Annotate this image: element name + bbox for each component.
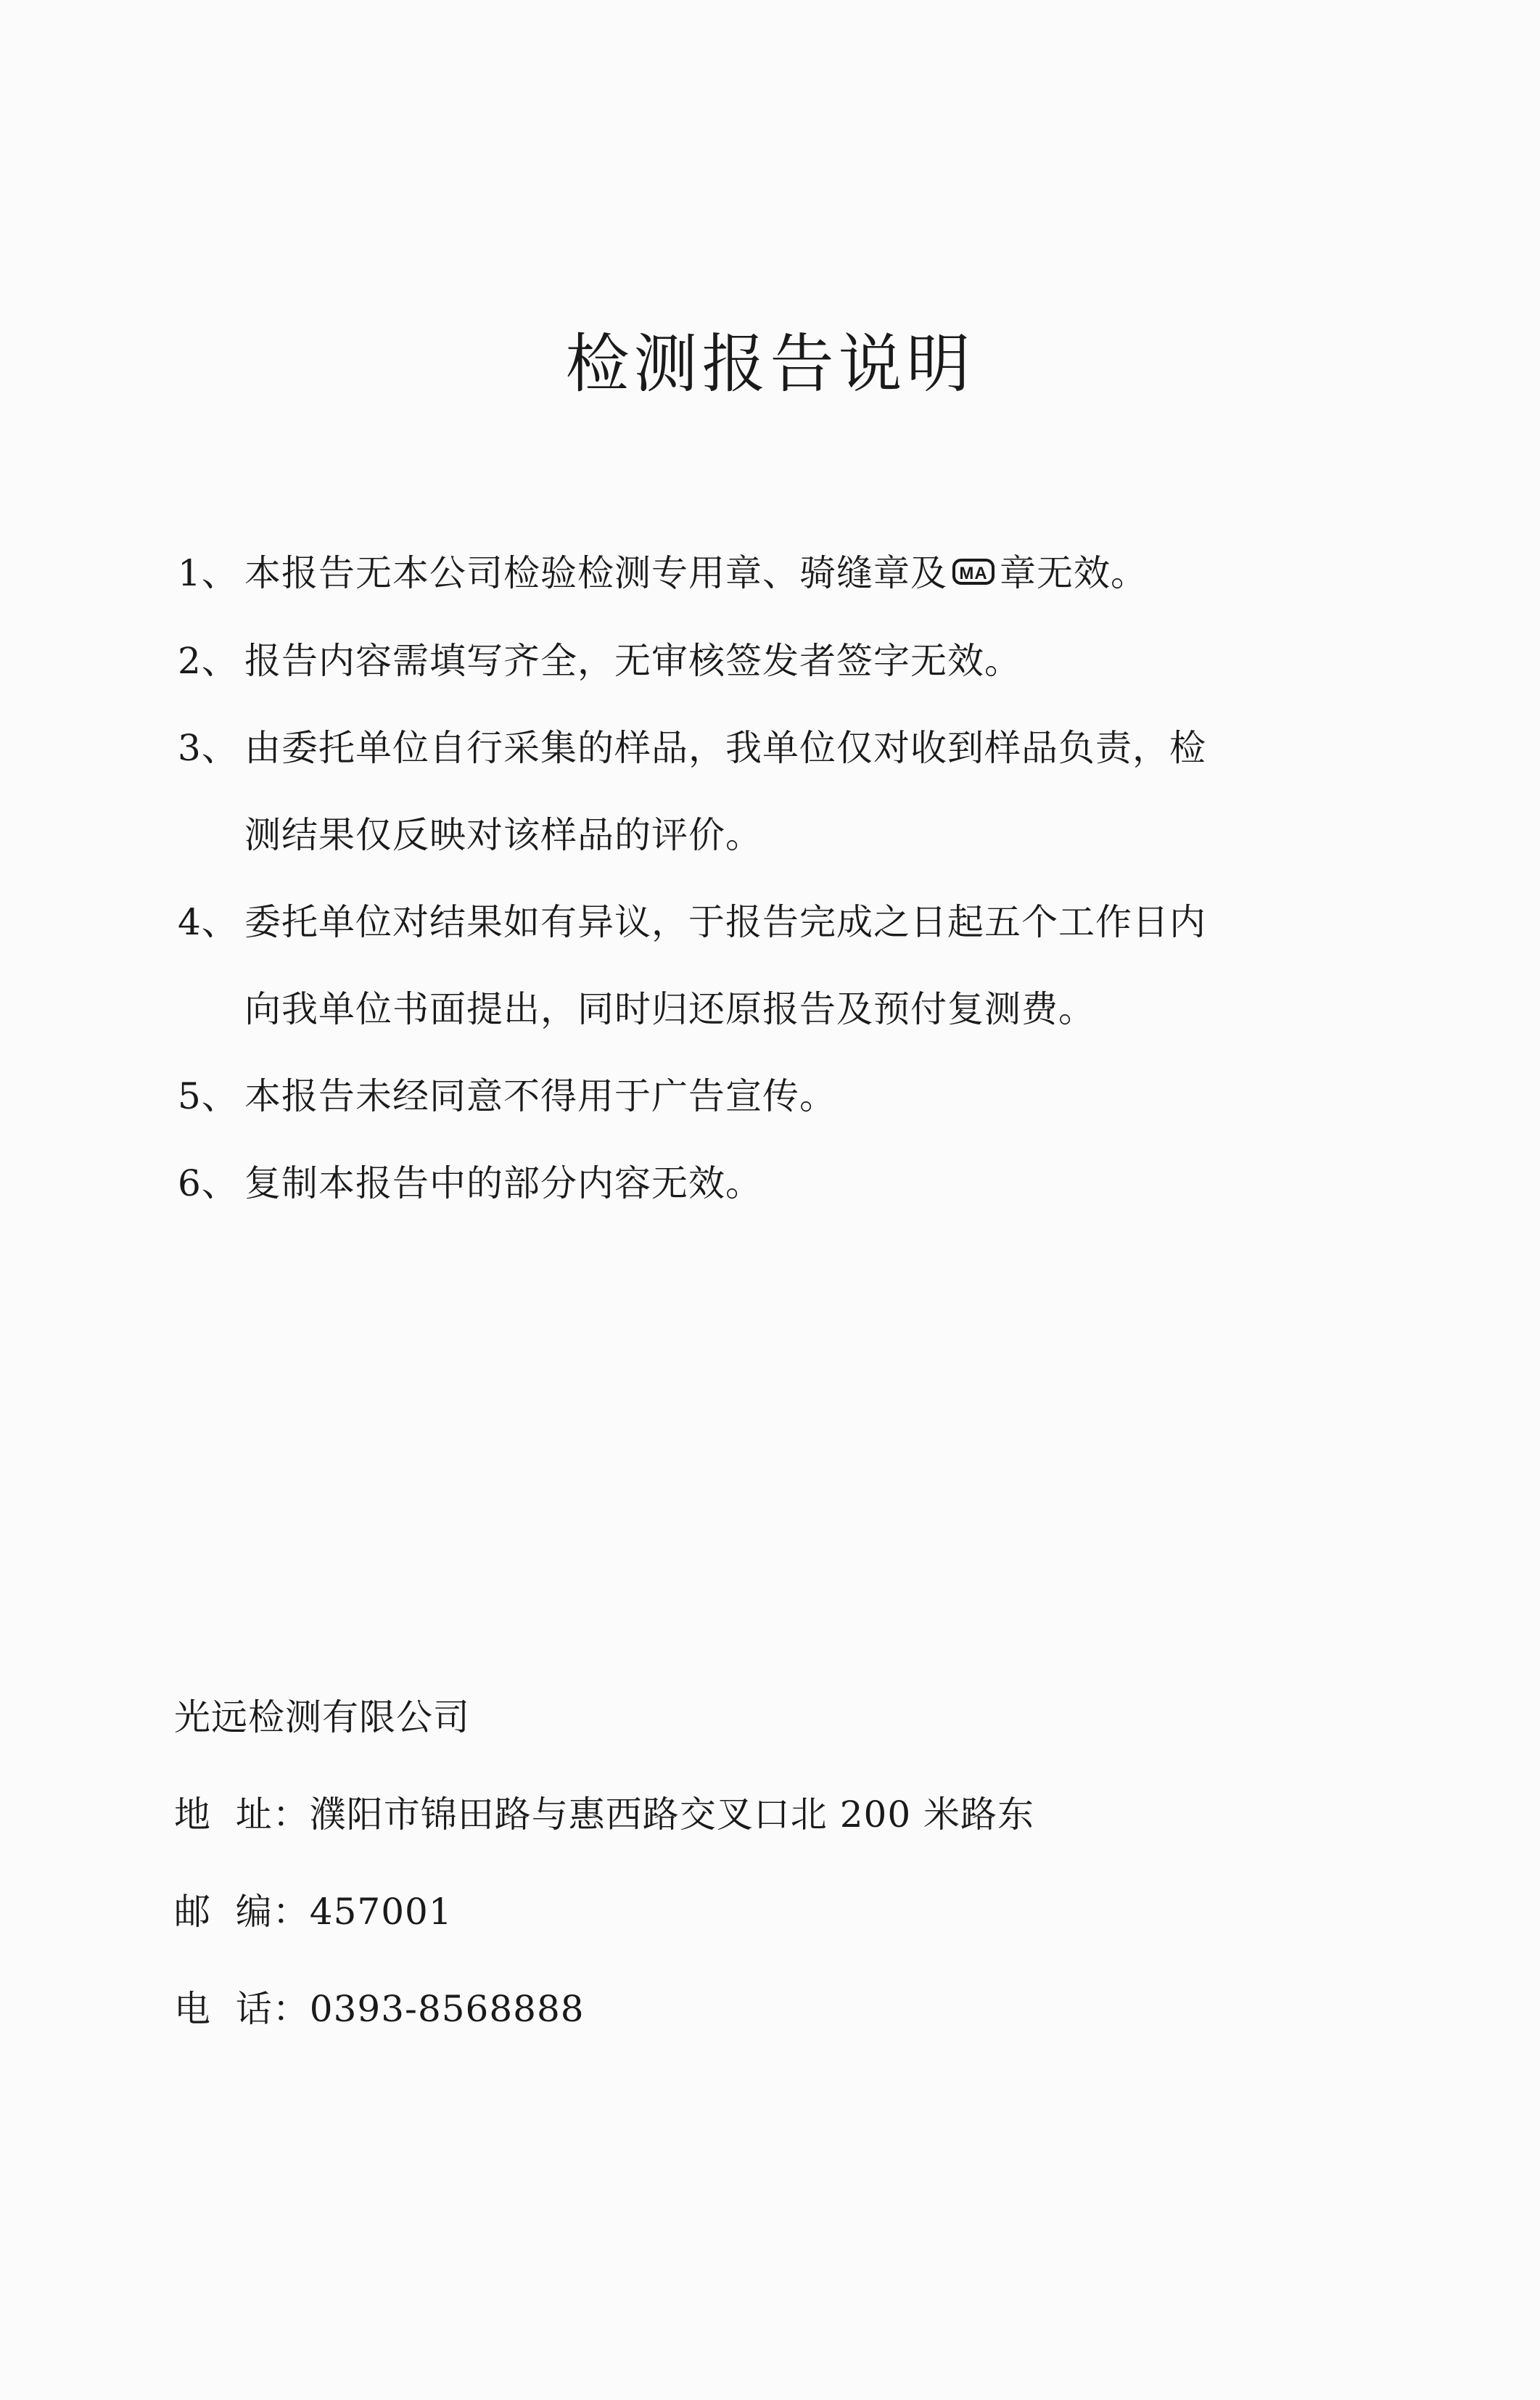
company-info (174, 1669, 1407, 2058)
list-item-2 (178, 617, 1353, 704)
address-value: 濮阳市锦田路与惠西路交叉口北 200 米路东 (309, 1793, 1035, 1836)
phone-value: 0393-8568888 (309, 1988, 585, 2030)
cma-mark-text: MA (959, 564, 988, 583)
item-text: 本报告无本公司检验检测专用章、骑缝章及 (244, 552, 947, 594)
postcode-value: 457001 (309, 1891, 453, 1933)
cma-mark-icon (952, 530, 995, 617)
item-text: 委托单位对结果如有异议，于报告完成之日起五个工作日内 (244, 901, 1206, 943)
list-item-3 (178, 704, 1353, 879)
company-name: 光远检测有限公司 (174, 1696, 470, 1738)
address-label: 地 址： (174, 1793, 310, 1836)
item-text: 复制本报告中的部分内容无效。 (244, 1162, 762, 1204)
item-text-end: 章无效。 (1000, 552, 1148, 594)
item-number: 3、 (178, 727, 239, 769)
item-number: 6、 (178, 1162, 239, 1204)
item-text: 报告内容需填写齐全，无审核签发者签字无效。 (244, 640, 1021, 682)
phone-label: 电 话： (174, 1988, 310, 2030)
page-title: 检测报告说明 (565, 326, 975, 401)
address-line (174, 1766, 1407, 1863)
notice-list (178, 530, 1353, 1227)
list-item-5 (178, 1053, 1353, 1140)
postcode-label: 邮 编： (174, 1891, 310, 1933)
item-number: 4、 (178, 901, 239, 943)
list-item-1 (178, 530, 1353, 617)
item-number: 5、 (178, 1075, 239, 1117)
item-number: 1、 (178, 552, 239, 594)
item-text: 本报告未经同意不得用于广告宣传。 (244, 1075, 836, 1117)
item-text: 由委托单位自行采集的样品，我单位仅对收到样品负责，检 (244, 727, 1206, 769)
postcode-line (174, 1863, 1407, 1960)
phone-line (174, 1960, 1407, 2058)
list-item-6 (178, 1140, 1353, 1227)
item-number: 2、 (178, 640, 239, 682)
list-item-4 (178, 879, 1353, 1053)
item-text-continued: 向我单位书面提出，同时归还原报告及预付复测费。 (244, 988, 1095, 1030)
item-text-continued: 测结果仅反映对该样品的评价。 (244, 814, 762, 856)
